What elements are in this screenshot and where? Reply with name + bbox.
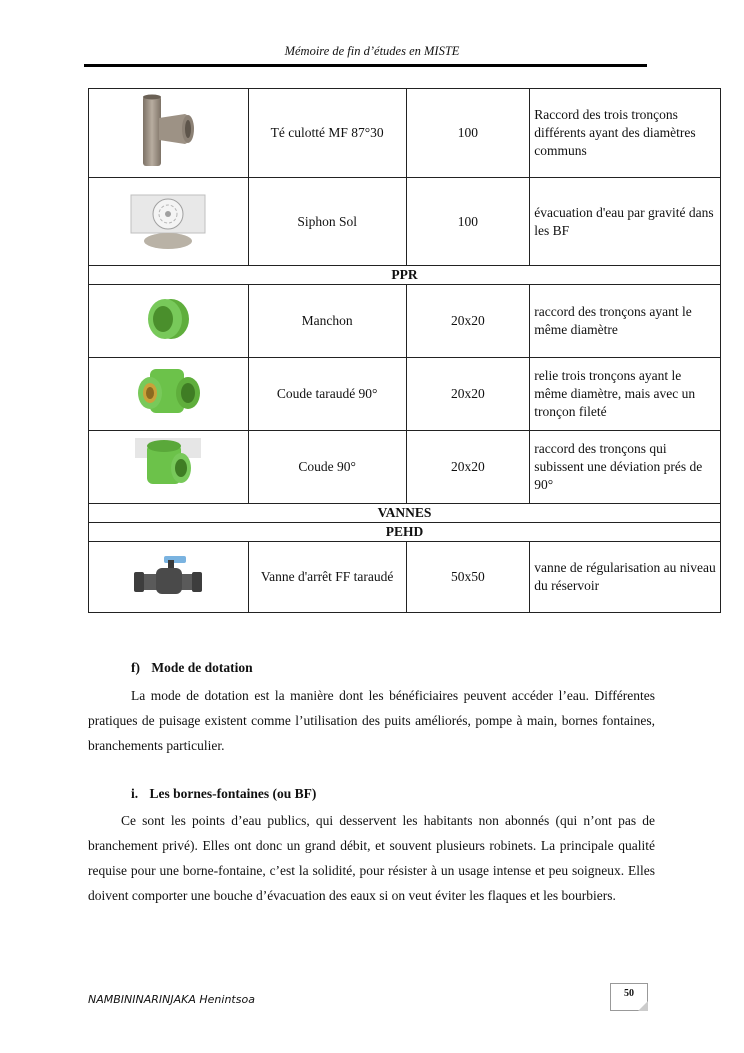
footer-author: NAMBININARINJAKA Henintsoa — [88, 993, 255, 1006]
paragraph-bornes-fontaines: Ce sont les points d’eau publics, qui desservent les habitants non abonnés (qui n’ont pas de branchement privé). Elles ont donc un grand débit, et souvent plusieurs robinets. La principale qualité requise pour une borne-fontaine, c’est la solidité, pour résister à un usage intense et peu soigneux. Elles doivent comporter une bouche d’évacuation des eaux si on veut éviter les flaques et les bourbiers. — [88, 813, 655, 903]
section-title: Mode de dotation — [151, 660, 253, 675]
pvc-tee-icon — [89, 89, 249, 178]
fitting-name: Coude taraudé 90° — [248, 358, 406, 431]
table-row — [89, 431, 721, 504]
fitting-name: Té culotté MF 87°30 — [248, 89, 406, 178]
section-title: Les bornes-fontaines (ou BF) — [149, 786, 317, 801]
fitting-diameter: 20x20 — [406, 431, 530, 504]
section-label: PPR — [89, 266, 721, 285]
section-marker: i. — [131, 786, 139, 801]
fitting-diameter: 20x20 — [406, 358, 530, 431]
fitting-role: relie trois tronçons ayant le même diamètre, mais avec un tronçon fileté — [530, 358, 721, 431]
fitting-role: vanne de régularisation au niveau du réservoir — [530, 542, 721, 613]
section-heading-i — [131, 786, 316, 802]
fittings-table — [88, 88, 721, 613]
section-label: PEHD — [89, 523, 721, 542]
table-row — [89, 89, 721, 178]
green-elbow-icon — [89, 431, 249, 504]
header-title: Mémoire de fin d’études en MISTE — [284, 44, 460, 58]
fitting-name: Siphon Sol — [248, 178, 406, 266]
fitting-diameter: 50x50 — [406, 542, 530, 613]
table-row — [89, 358, 721, 431]
threaded-elbow-icon — [89, 358, 249, 431]
fitting-name: Vanne d'arrêt FF taraudé — [248, 542, 406, 613]
fitting-role: Raccord des trois tronçons différents ayant des diamètres communs — [530, 89, 721, 178]
fitting-role: raccord des tronçons qui subissent une déviation prés de 90° — [530, 431, 721, 504]
table-row — [89, 285, 721, 358]
fitting-diameter: 20x20 — [406, 285, 530, 358]
fitting-role: raccord des tronçons ayant le même diamètre — [530, 285, 721, 358]
ball-valve-icon — [89, 542, 249, 613]
fitting-diameter: 100 — [406, 178, 530, 266]
fitting-name: Manchon — [248, 285, 406, 358]
header-rule — [84, 64, 647, 67]
section-row — [89, 266, 721, 285]
green-sleeve-icon — [89, 285, 249, 358]
fitting-role: évacuation d'eau par gravité dans les BF — [530, 178, 721, 266]
section-row — [89, 523, 721, 542]
section-label: VANNES — [89, 504, 721, 523]
section-heading-f — [131, 660, 253, 676]
section-marker: f) — [131, 660, 140, 675]
table-row — [89, 542, 721, 613]
page-number: 50 — [610, 983, 648, 1011]
floor-drain-icon — [89, 178, 249, 266]
fitting-diameter: 100 — [406, 89, 530, 178]
section-row — [89, 504, 721, 523]
paragraph-dotation: La mode de dotation est la manière dont les bénéficiaires peuvent accéder l’eau. Différentes pratiques de puisage existent comme l’utilisation des puits améliorés, pompe à main, bornes fontaines, branchements particulier. — [88, 688, 655, 753]
table-row — [89, 178, 721, 266]
fitting-name: Coude 90° — [248, 431, 406, 504]
